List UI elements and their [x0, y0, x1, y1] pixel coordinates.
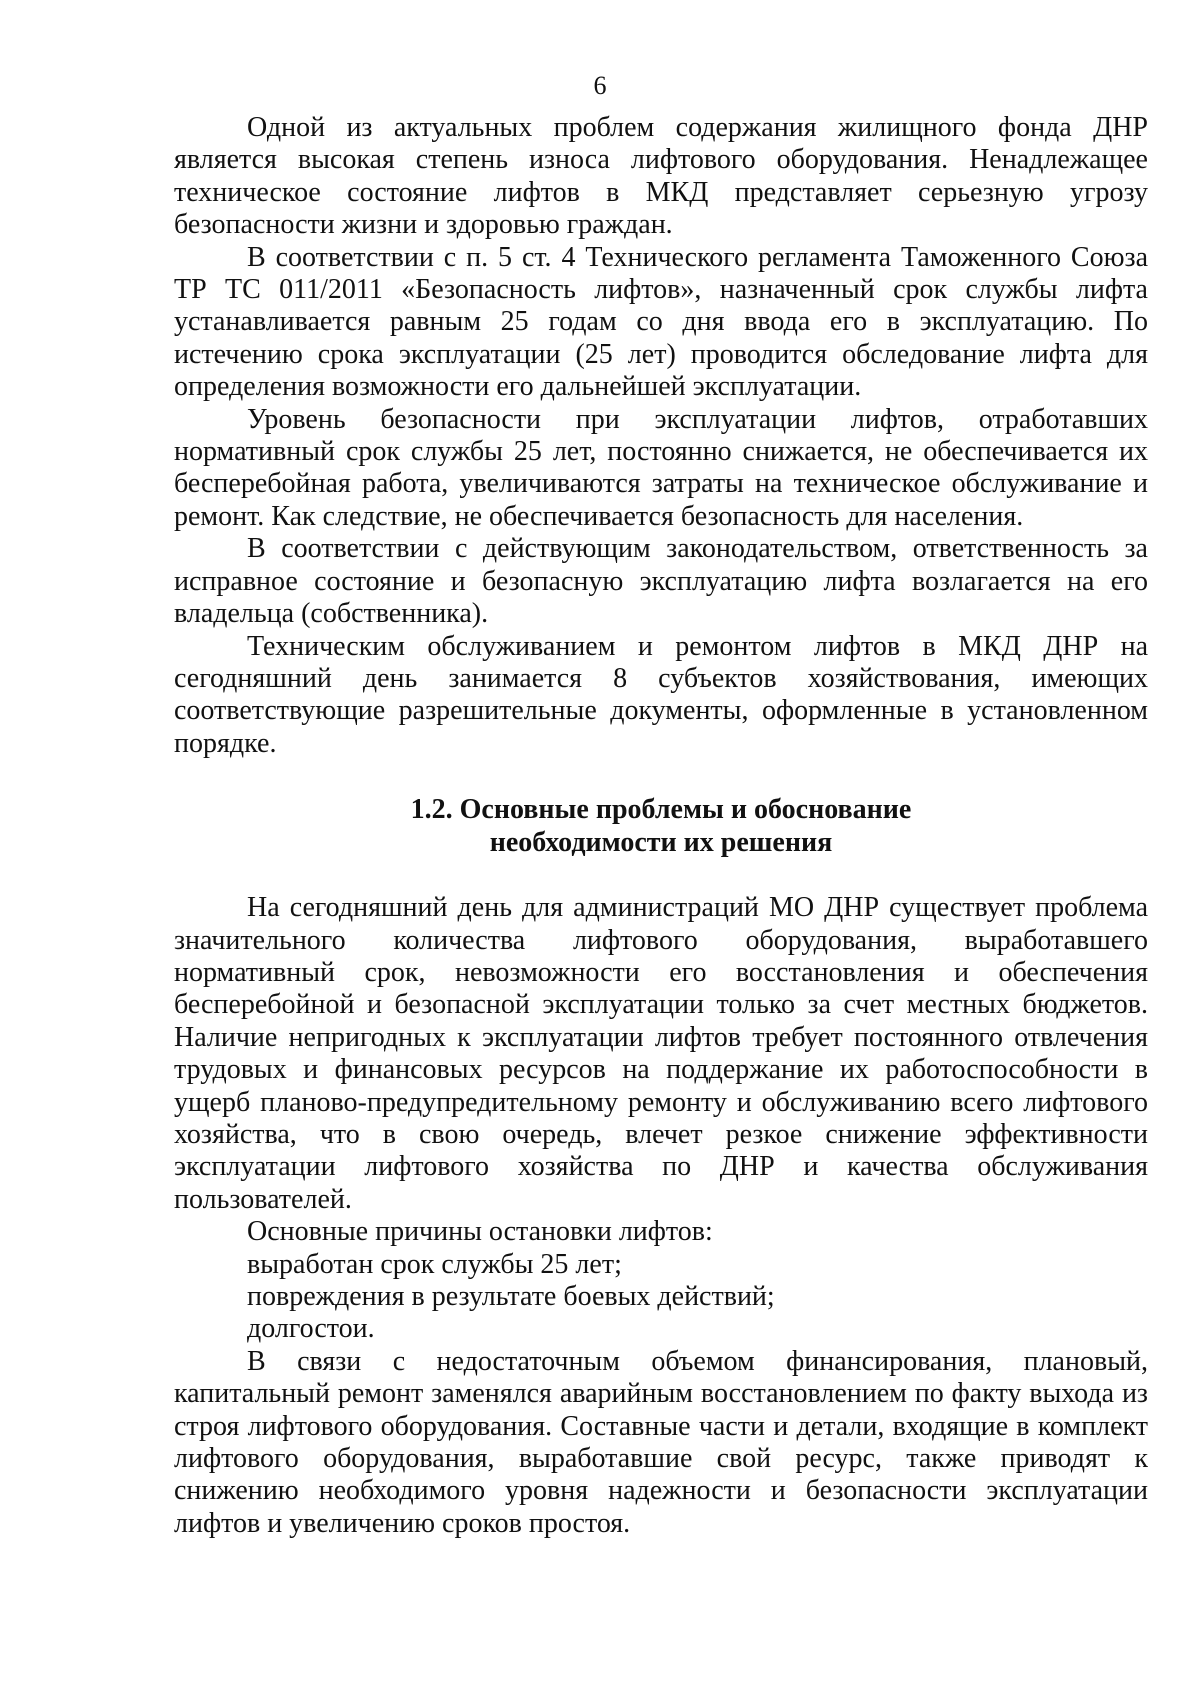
causes-intro: Основные причины остановки лифтов: [247, 1216, 713, 1248]
paragraph-safety-level: Уровень безопасности при эксплуатации лифтов, отработавших нормативный срок службы 25 лет, постоянно снижается, не обеспечивается их бесперебойная работа, увеличиваются затраты на техническое обслуживание и ремонт. Как следствие, не обеспечивается безопасность для населения. [174, 403, 1148, 532]
section-heading-line-1: 1.2. Основные проблемы и обоснование [410, 794, 912, 826]
paragraph-owner-responsibility: В соответствии с действующим законодательством, ответственность за исправное состояние и безопасную эксплуатацию лифта возлагается на его владельца (собственника). [174, 533, 1148, 630]
cause-item: долгостои. [247, 1313, 375, 1345]
paragraph-funding: В связи с недостаточным объемом финансирования, плановый, капитальный ремонт заменялся аварийным восстановлением по факту выхода из строя лифтового оборудования. Составные части и детали, входящие в комплект лифтового оборудования, выработавшие свой ресурс, также приводят к снижению необходимого уровня надежности и безопасности эксплуатации лифтов и увеличению сроков простоя. [174, 1345, 1148, 1539]
paragraph-service-entities: Техническим обслуживанием и ремонтом лифтов в МКД ДНР на сегодняшний день занимается 8 субъектов хозяйствования, имеющих соответствующие разрешительные документы, оформленные в установленном порядке. [174, 630, 1148, 759]
paragraph-lift-wear: Одной из актуальных проблем содержания жилищного фонда ДНР является высокая степень износа лифтового оборудования. Ненадлежащее техническое состояние лифтов в МКД представляет серьезную угрозу безопасности жизни и здоровью граждан. [174, 112, 1148, 241]
paragraph-main-problem: На сегодняшний день для администраций МО ДНР существует проблема значительного количества лифтового оборудования, выработавшего нормативный срок, невозможности его восстановления и обеспечения бесперебойной и безопасной эксплуатации только за счет местных бюджетов. Наличие непригодных к эксплуатации лифтов требует постоянного отвлечения трудовых и финансовых ресурсов на поддержание их работоспособности в ущерб планово-предупредительному ремонту и обслуживанию всего лифтового хозяйства, что в свою очередь, влечет резкое снижение эффективности эксплуатации лифтового хозяйства по ДНР и качества обслуживания пользователей. [174, 892, 1148, 1215]
paragraph-tech-regulation: В соответствии с п. 5 ст. 4 Технического регламента Таможенного Союза ТР ТС 011/2011 «Безопасность лифтов», назначенный срок службы лифта устанавливается равным 25 годам со дня ввода его в эксплуатацию. По истечению срока эксплуатации (25 лет) проводится обследование лифта для определения возможности его дальнейшей эксплуатации. [174, 241, 1148, 403]
section-heading [174, 794, 1148, 859]
cause-item: выработан срок службы 25 лет; [247, 1248, 622, 1280]
document-body [174, 112, 1148, 1540]
section-heading-line-2: необходимости их решения [489, 826, 833, 858]
page-number: 6 [593, 71, 607, 100]
cause-item: повреждения в результате боевых действий; [247, 1281, 775, 1312]
